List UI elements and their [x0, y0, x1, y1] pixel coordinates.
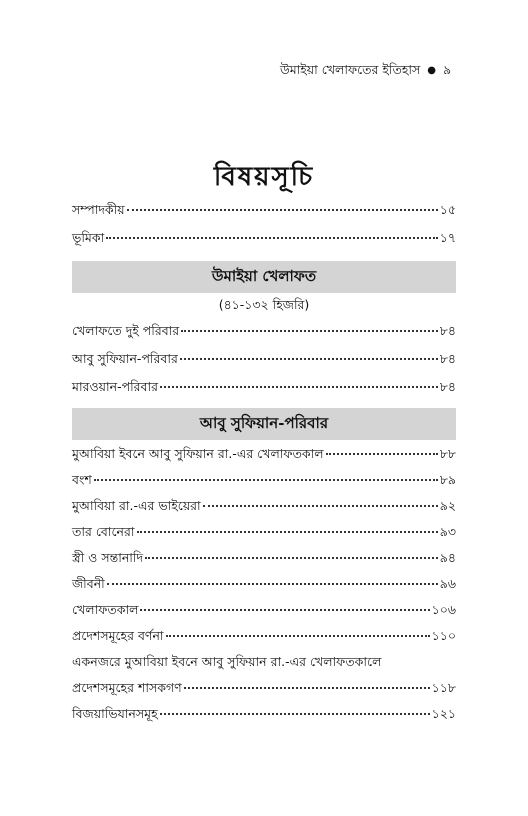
dot-leader: [94, 479, 438, 481]
dot-leader: [140, 609, 429, 611]
toc-entry[interactable]: [72, 323, 456, 339]
toc-entry-label: মারওয়ান-পরিবার: [72, 379, 158, 394]
toc-entry-page: ৯৩: [439, 524, 456, 539]
dot-leader: [145, 557, 438, 559]
toc-entry-label: বংশ: [72, 472, 92, 487]
toc-entry-page: ৮৪: [439, 379, 456, 394]
toc-entry-page: ৮৪: [439, 351, 456, 366]
dot-leader: [326, 453, 438, 455]
toc-entry[interactable]: [72, 379, 456, 395]
section-heading-umayyad-caliphate: উমাইয়া খেলাফত: [72, 261, 456, 293]
toc-entry-label: মুআবিয়া ইবনে আবু সুফিয়ান রা.-এর খেলাফতকাল: [72, 446, 324, 461]
toc-entry-page: ৮৮: [439, 446, 456, 461]
toc-entry[interactable]: [72, 706, 456, 722]
toc-entry-label: প্রদেশসমূহের শাসকগণ: [72, 680, 182, 695]
toc-entry-label: প্রদেশসমূহের বর্ণনা: [72, 628, 164, 643]
toc-entry[interactable]: [72, 498, 456, 514]
toc-entry-label: মুআবিয়া রা.-এর ভাইয়েরা: [72, 498, 201, 513]
section-date-range: (৪১-১৩২ হিজরি): [218, 297, 310, 312]
dot-leader: [137, 531, 438, 533]
toc-entry-page: ৯২: [439, 498, 456, 513]
dot-leader: [203, 505, 438, 507]
toc-entry[interactable]: [72, 680, 456, 696]
running-header: [280, 62, 470, 80]
toc-entry-page: ১৭: [439, 230, 456, 245]
toc-entry-label: সম্পাদকীয়: [72, 202, 125, 217]
toc-entry-label: জীবনী: [72, 576, 105, 591]
header-page-number: ৯: [442, 62, 452, 77]
running-title: উমাইয়া খেলাফতের ইতিহাস: [280, 62, 421, 77]
toc-entry-page: ৮৯: [439, 472, 456, 487]
toc-entry[interactable]: [72, 524, 456, 540]
toc-entry-label: খেলাফতকাল: [72, 602, 139, 617]
toc-entry-page: ১২১: [431, 706, 456, 721]
toc-front: [72, 202, 456, 246]
dot-leader: [107, 583, 438, 585]
toc-entry-continued-line[interactable]: একনজরে মুআবিয়া ইবনে আবু সুফিয়ান রা.-এর খেলাফতকালে: [72, 654, 382, 669]
toc-entry-page: ৯৪: [439, 550, 456, 565]
toc-entry[interactable]: [72, 628, 456, 644]
toc-entry[interactable]: [72, 576, 456, 592]
dot-leader: [181, 330, 438, 332]
dot-leader: [166, 635, 430, 637]
toc-entry-page: ১৫: [439, 202, 456, 217]
toc-entry[interactable]: [72, 602, 456, 618]
dot-leader: [127, 209, 438, 211]
toc-entry-label: ভূমিকা: [72, 230, 105, 245]
toc-entry[interactable]: [72, 472, 456, 488]
toc-section-2: [72, 446, 456, 722]
toc-entry-page: ১১৮: [431, 680, 456, 695]
dot-leader: [106, 237, 438, 239]
toc-entry[interactable]: [72, 550, 456, 566]
dot-leader: [180, 358, 438, 360]
toc-entry-editorial[interactable]: [72, 202, 456, 218]
section-heading-abu-sufyan-family: আবু সুফিয়ান-পরিবার: [72, 408, 456, 440]
toc-entry[interactable]: [72, 351, 456, 367]
toc-entry-label: আবু সুফিয়ান-পরিবার: [72, 351, 178, 366]
dot-leader: [184, 687, 430, 689]
toc-entry-label: স্ত্রী ও সন্তানাদি: [72, 550, 144, 565]
toc-entry-page: ১০৬: [431, 602, 456, 617]
toc-entry-page: ৮৪: [439, 323, 456, 338]
toc-entry-page: ১১০: [431, 628, 456, 643]
bullet-icon: ●: [427, 65, 436, 76]
toc-entry-label: তার বোনেরা: [72, 524, 135, 539]
page-title: বিষয়সূচি: [213, 162, 315, 192]
toc-entry-preface[interactable]: [72, 230, 456, 246]
dot-leader: [160, 713, 430, 715]
toc-entry[interactable]: [72, 446, 456, 462]
toc-entry-label: বিজয়াভিযানসমূহ: [72, 706, 158, 721]
toc-entry-page: ৯৬: [439, 576, 456, 591]
dot-leader: [160, 386, 438, 388]
toc-entry-label: খেলাফতে দুই পরিবার: [72, 323, 180, 338]
toc-section-1: [72, 323, 456, 395]
